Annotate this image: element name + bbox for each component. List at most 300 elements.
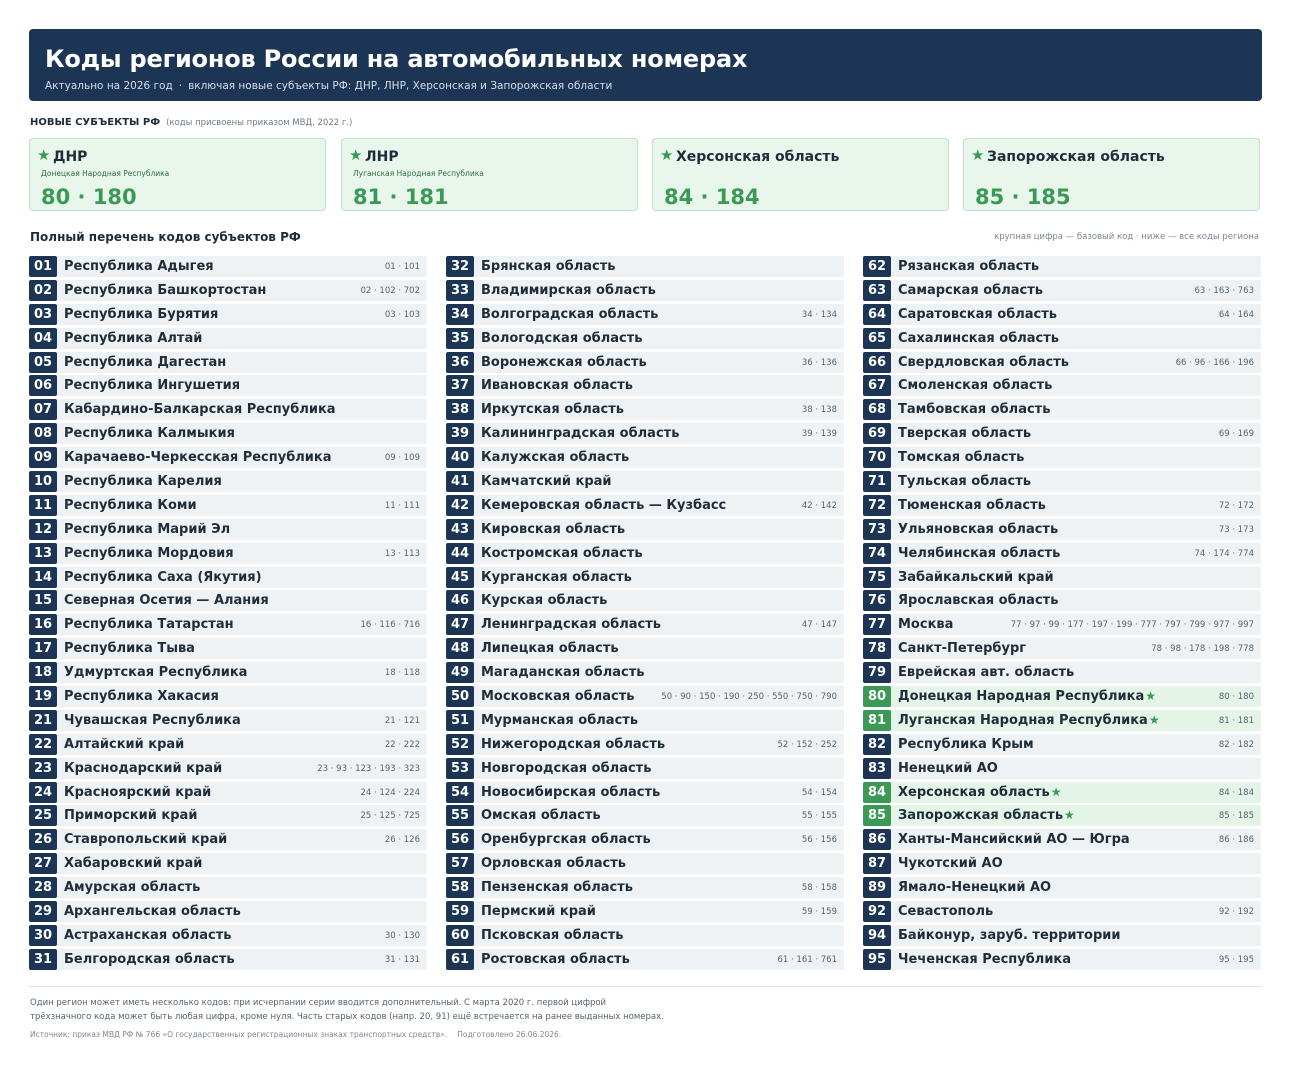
region-row: [863, 877, 1261, 898]
region-code-badge: 03: [29, 304, 57, 325]
region-row: [863, 543, 1261, 564]
region-column-2: [446, 256, 844, 973]
region-name-text: Республика Бурятия: [64, 306, 219, 322]
region-all-codes: 21 · 121: [384, 715, 420, 726]
region-code-badge: 09: [29, 447, 57, 468]
region-name: [898, 450, 1024, 465]
region-all-codes: 50 · 90 · 150 · 190 · 250 · 550 · 750 · 790: [661, 692, 837, 703]
region-name-text: Мурманская область: [481, 712, 639, 728]
region-code-badge: 41: [446, 471, 474, 492]
footer-divider: [29, 986, 1262, 987]
region-name: [898, 426, 1031, 441]
region-name-text: Калининградская область: [481, 426, 680, 442]
region-code-badge: 56: [446, 829, 474, 850]
list-hint: крупная цифра — базовый код · ниже — все коды региона: [994, 232, 1259, 242]
region-name: [481, 355, 647, 370]
region-name-text: Саратовская область: [898, 306, 1058, 322]
region-all-codes: 54 · 154: [801, 787, 837, 798]
region-name-text: Республика Ингушетия: [64, 378, 241, 394]
region-name: [898, 904, 993, 919]
region-code-badge: 07: [29, 399, 57, 420]
region-code-badge: 19: [29, 686, 57, 707]
region-code-badge: 08: [29, 423, 57, 444]
region-row: [863, 590, 1261, 611]
region-code-badge: 49: [446, 662, 474, 683]
page-header: [29, 29, 1262, 101]
region-name-text: Херсонская область: [898, 784, 1050, 800]
region-name-text: Республика Адыгея: [64, 259, 214, 274]
region-row: [29, 638, 427, 659]
region-name-text: Республика Татарстан: [64, 617, 234, 633]
prepared-date: Подготовлено 26.06.2026.: [457, 1030, 562, 1039]
region-row: [446, 304, 844, 325]
region-code-badge: 37: [446, 375, 474, 396]
region-row: [29, 734, 427, 755]
region-code-badge: 36: [446, 352, 474, 373]
region-name-text: Томская область: [898, 450, 1025, 466]
card-name: Херсонская область: [676, 149, 840, 165]
subtitle-separator: ·: [178, 80, 183, 92]
region-all-codes: 13 · 113: [384, 548, 420, 559]
region-name-text: Чеченская Республика: [898, 951, 1072, 967]
region-name: [898, 689, 1156, 704]
region-all-codes: 85 · 185: [1218, 811, 1254, 822]
region-all-codes: 30 · 130: [384, 930, 420, 941]
region-code-badge: 47: [446, 614, 474, 635]
region-name: [898, 665, 1074, 680]
region-code-badge: 77: [863, 614, 891, 635]
region-code-badge: 66: [863, 352, 891, 373]
card-codes: 80 · 180: [41, 185, 137, 209]
region-code-badge: 38: [446, 399, 474, 420]
region-all-codes: 42 · 142: [801, 500, 837, 511]
region-name-text: Новосибирская область: [481, 784, 661, 800]
region-name: [898, 355, 1069, 370]
region-code-badge: 65: [863, 328, 891, 349]
region-name: [64, 331, 202, 346]
region-name-text: Архангельская область: [64, 904, 241, 920]
region-all-codes: 26 · 126: [384, 835, 420, 846]
region-row: [446, 375, 844, 396]
region-row: [863, 901, 1261, 922]
region-name: [481, 832, 651, 847]
region-code-badge: 50: [446, 686, 474, 707]
region-name-text: Челябинская область: [898, 545, 1061, 561]
region-name: [898, 617, 953, 632]
region-name-text: Алтайский край: [64, 736, 185, 752]
region-name: [898, 952, 1071, 967]
region-name: [481, 522, 625, 537]
region-row: [29, 758, 427, 779]
region-name-text: Кабардино-Балкарская Республика: [64, 402, 336, 418]
region-name: [481, 402, 624, 417]
region-name: [481, 665, 644, 680]
region-name-text: Смоленская область: [898, 378, 1053, 394]
region-name: [64, 832, 227, 847]
region-name-text: Пермский край: [481, 904, 596, 920]
region-name-text: Курская область: [481, 593, 608, 609]
star-icon: ★: [349, 146, 363, 164]
region-row: [29, 519, 427, 540]
region-code-badge: 43: [446, 519, 474, 540]
region-name-text: Донецкая Народная Республика: [898, 689, 1145, 705]
star-icon: ★: [37, 146, 51, 164]
region-name-text: Свердловская область: [898, 354, 1070, 370]
region-code-badge: 72: [863, 495, 891, 516]
region-row: [29, 280, 427, 301]
region-name: [481, 331, 642, 346]
region-code-badge: 83: [863, 758, 891, 779]
region-row: [863, 925, 1261, 946]
region-row: [446, 686, 844, 707]
region-name-text: Республика Дагестан: [64, 354, 227, 370]
region-name-text: Пензенская область: [481, 880, 633, 896]
region-row: [29, 447, 427, 468]
region-row: [29, 829, 427, 850]
region-name-text: Республика Алтай: [64, 330, 203, 346]
region-code-badge: 34: [446, 304, 474, 325]
region-row: [29, 304, 427, 325]
region-name: [898, 737, 1034, 752]
region-row: [29, 375, 427, 396]
region-all-codes: 69 · 169: [1218, 429, 1254, 440]
region-code-badge: 31: [29, 949, 57, 970]
region-row: [863, 758, 1261, 779]
region-code-badge: 53: [446, 758, 474, 779]
region-name-text: Республика Мордовия: [64, 545, 234, 561]
region-row: [863, 399, 1261, 420]
region-code-badge: 59: [446, 901, 474, 922]
region-all-codes: 02 · 102 · 702: [360, 285, 420, 296]
region-code-badge: 94: [863, 925, 891, 946]
region-code-badge: 28: [29, 877, 57, 898]
region-all-codes: 74 · 174 · 774: [1194, 548, 1254, 559]
footer-note: Один регион может иметь несколько кодов: при исчерпании серии вводится дополнительный. С марта 2020 г. первой цифрой трёхзначного кода может быть любая цифра, кроме нуля. Часть старых кодов (напр. 20, 91) ещё встречается на ранее выданных номерах.: [30, 998, 664, 1022]
region-name: [64, 785, 211, 800]
region-row: [29, 471, 427, 492]
region-row: [29, 662, 427, 683]
region-code-badge: 05: [29, 352, 57, 373]
region-row: [446, 423, 844, 444]
region-row: [863, 447, 1261, 468]
region-name-text: Чукотский АО: [898, 856, 1003, 872]
region-row: [29, 925, 427, 946]
region-row: [863, 423, 1261, 444]
region-code-badge: 10: [29, 471, 57, 492]
region-row: [446, 877, 844, 898]
region-name: [64, 307, 218, 322]
region-row: [29, 352, 427, 373]
region-name-text: Тульская область: [898, 474, 1032, 490]
region-code-badge: 89: [863, 877, 891, 898]
region-name-text: Республика Башкортостан: [64, 282, 267, 298]
region-row: [863, 519, 1261, 540]
region-name-text: Самарская область: [898, 282, 1043, 298]
region-all-codes: 11 · 111: [384, 500, 420, 511]
region-all-codes: 81 · 181: [1218, 715, 1254, 726]
region-name: [481, 641, 619, 656]
region-name: [481, 617, 661, 632]
region-name: [898, 474, 1031, 489]
region-name-text: Оренбургская область: [481, 832, 651, 848]
region-row: [446, 328, 844, 349]
region-row: [29, 328, 427, 349]
region-name: [481, 785, 660, 800]
region-name: [898, 928, 1120, 943]
region-row: [863, 829, 1261, 850]
region-row: [446, 399, 844, 420]
region-name-text: Воронежская область: [481, 354, 647, 370]
region-row: [863, 256, 1261, 277]
region-name: [64, 880, 200, 895]
star-icon: ★: [660, 146, 674, 164]
region-name-text: Магаданская область: [481, 665, 645, 681]
region-name-text: Костромская область: [481, 545, 643, 561]
region-name-text: Рязанская область: [898, 259, 1040, 274]
region-name: [898, 259, 1039, 274]
region-row: [446, 567, 844, 588]
star-icon: ★: [1145, 689, 1157, 704]
region-code-badge: 63: [863, 280, 891, 301]
region-name: [481, 713, 638, 728]
region-name-text: Иркутская область: [481, 402, 624, 418]
region-name-text: Чувашская Республика: [64, 712, 241, 728]
region-row: [446, 495, 844, 516]
region-row: [863, 710, 1261, 731]
region-name-text: Ямало-Ненецкий АО: [898, 880, 1052, 896]
new-subject-card: [341, 138, 638, 211]
region-name-text: Республика Карелия: [64, 474, 222, 490]
region-name-text: Забайкальский край: [898, 569, 1054, 585]
region-code-badge: 32: [446, 256, 474, 277]
region-all-codes: 95 · 195: [1218, 954, 1254, 965]
region-code-badge: 27: [29, 853, 57, 874]
region-all-codes: 63 · 163 · 763: [1194, 285, 1254, 296]
region-code-badge: 12: [29, 519, 57, 540]
card-name: ДНР: [53, 149, 88, 165]
region-row: [446, 638, 844, 659]
region-code-badge: 14: [29, 567, 57, 588]
region-row: [446, 280, 844, 301]
region-name-text: Удмуртская Республика: [64, 665, 248, 681]
region-name: [898, 546, 1060, 561]
region-name: [898, 522, 1058, 537]
region-code-badge: 82: [863, 734, 891, 755]
region-name-text: Астраханская область: [64, 927, 232, 943]
region-name: [898, 402, 1050, 417]
list-title: Полный перечень кодов субъектов РФ: [30, 230, 301, 244]
region-name: [64, 593, 269, 608]
region-code-badge: 51: [446, 710, 474, 731]
region-all-codes: 47 · 147: [801, 620, 837, 631]
region-code-badge: 80: [863, 686, 891, 707]
region-all-codes: 25 · 125 · 725: [360, 811, 420, 822]
region-name-text: Краснодарский край: [64, 760, 223, 776]
region-name-text: Тамбовская область: [898, 402, 1051, 418]
region-name-text: Республика Марий Эл: [64, 521, 231, 537]
region-name-text: Орловская область: [481, 856, 626, 872]
region-code-badge: 70: [863, 447, 891, 468]
region-all-codes: 80 · 180: [1218, 692, 1254, 703]
region-row: [446, 925, 844, 946]
region-code-badge: 76: [863, 590, 891, 611]
region-name: [898, 713, 1160, 728]
region-name-text: Владимирская область: [481, 282, 656, 298]
region-code-badge: 13: [29, 543, 57, 564]
region-name-text: Белгородская область: [64, 951, 235, 967]
region-code-badge: 73: [863, 519, 891, 540]
region-name-text: Ульяновская область: [898, 521, 1059, 537]
region-name: [481, 570, 632, 585]
region-name-text: Ханты-Мансийский АО — Югра: [898, 832, 1130, 848]
region-all-codes: 64 · 164: [1218, 309, 1254, 320]
region-row: [863, 734, 1261, 755]
region-all-codes: 18 · 118: [384, 668, 420, 679]
region-name-text: Московская область: [481, 689, 635, 705]
region-code-badge: 01: [29, 256, 57, 277]
region-name: [64, 546, 234, 561]
region-name: [481, 426, 679, 441]
region-name: [481, 737, 665, 752]
region-name: [64, 689, 219, 704]
region-code-badge: 75: [863, 567, 891, 588]
region-code-badge: 30: [29, 925, 57, 946]
region-row: [29, 805, 427, 826]
region-name: [64, 450, 332, 465]
region-code-badge: 78: [863, 638, 891, 659]
region-code-badge: 46: [446, 590, 474, 611]
region-row: [446, 614, 844, 635]
region-row: [863, 686, 1261, 707]
region-name-text: Кемеровская область — Кузбасс: [481, 497, 727, 513]
region-all-codes: 59 · 159: [801, 907, 837, 918]
region-name: [481, 952, 630, 967]
subtitle-scope: включая новые субъекты РФ: ДНР, ЛНР, Херсонская и Запорожская области: [188, 80, 613, 92]
region-name-text: Ивановская область: [481, 378, 633, 394]
region-name-text: Запорожская область: [898, 808, 1064, 824]
region-row: [29, 877, 427, 898]
region-all-codes: 58 · 158: [801, 883, 837, 894]
region-name-text: Санкт-Петербург: [898, 641, 1027, 657]
region-row: [29, 949, 427, 970]
region-name-text: Луганская Народная Республика: [898, 712, 1148, 728]
card-full-name: Луганская Народная Республика: [353, 169, 484, 178]
region-name-text: Северная Осетия — Алания: [64, 593, 269, 609]
region-code-badge: 62: [863, 256, 891, 277]
region-code-badge: 64: [863, 304, 891, 325]
region-code-badge: 81: [863, 710, 891, 731]
region-code-badge: 54: [446, 782, 474, 803]
region-name: [64, 808, 197, 823]
region-code-badge: 23: [29, 758, 57, 779]
region-code-badge: 85: [863, 805, 891, 826]
region-row: [29, 686, 427, 707]
region-name: [898, 641, 1026, 656]
region-name-text: Волгоградская область: [481, 306, 659, 322]
region-row: [863, 805, 1261, 826]
region-row: [29, 782, 427, 803]
region-all-codes: 22 · 222: [384, 739, 420, 750]
region-name: [481, 808, 601, 823]
region-row: [446, 901, 844, 922]
region-all-codes: 61 · 161 · 761: [777, 954, 837, 965]
region-code-badge: 57: [446, 853, 474, 874]
region-name: [481, 904, 596, 919]
new-subjects-note: (коды присвоены приказом МВД, 2022 г.): [166, 118, 353, 128]
region-row: [863, 352, 1261, 373]
region-code-badge: 87: [863, 853, 891, 874]
region-name-text: Сахалинская область: [898, 330, 1060, 346]
region-name-text: Республика Хакасия: [64, 689, 219, 705]
region-all-codes: 77 · 97 · 99 · 177 · 197 · 199 · 777 · 797 · 799 · 977 · 997: [1010, 620, 1254, 631]
region-code-badge: 06: [29, 375, 57, 396]
region-row: [446, 471, 844, 492]
region-code-badge: 79: [863, 662, 891, 683]
region-name-text: Вологодская область: [481, 330, 643, 346]
region-name: [64, 617, 234, 632]
region-row: [446, 710, 844, 731]
region-code-badge: 86: [863, 829, 891, 850]
region-row: [446, 758, 844, 779]
region-name: [64, 355, 226, 370]
region-code-badge: 11: [29, 495, 57, 516]
region-name-text: Карачаево-Черкесская Республика: [64, 450, 332, 466]
region-name: [64, 402, 336, 417]
region-name-text: Омская область: [481, 808, 601, 824]
region-code-badge: 25: [29, 805, 57, 826]
region-name-text: Новгородская область: [481, 760, 652, 776]
region-row: [29, 590, 427, 611]
region-code-badge: 16: [29, 614, 57, 635]
region-name: [898, 331, 1059, 346]
card-name: ЛНР: [365, 149, 399, 165]
region-name: [481, 689, 635, 704]
region-row: [446, 447, 844, 468]
region-code-badge: 55: [446, 805, 474, 826]
source-text: Источник: приказ МВД РФ № 766 «О государственных регистрационных знаках транспортных средств».: [30, 1030, 448, 1039]
region-row: [29, 853, 427, 874]
region-name-text: Республика Крым: [898, 736, 1034, 752]
region-code-badge: 92: [863, 901, 891, 922]
region-row: [446, 805, 844, 826]
region-name: [481, 928, 624, 943]
region-name: [481, 378, 633, 393]
region-all-codes: 38 · 138: [801, 405, 837, 416]
region-name-text: Приморский край: [64, 808, 198, 824]
region-name: [64, 737, 184, 752]
region-all-codes: 82 · 182: [1218, 739, 1254, 750]
region-name-text: Республика Коми: [64, 497, 197, 513]
region-all-codes: 23 · 93 · 123 · 193 · 323: [317, 763, 420, 774]
region-name-text: Республика Саха (Якутия): [64, 569, 262, 585]
new-subjects-label: НОВЫЕ СУБЪЕКТЫ РФ: [30, 117, 161, 128]
region-name-text: Брянская область: [481, 259, 616, 274]
region-row: [863, 471, 1261, 492]
region-name: [64, 378, 240, 393]
card-name: Запорожская область: [987, 149, 1165, 165]
region-row: [863, 949, 1261, 970]
new-subject-card: [963, 138, 1260, 211]
region-code-badge: 84: [863, 782, 891, 803]
star-icon: ★: [1064, 808, 1075, 823]
region-all-codes: 92 · 192: [1218, 907, 1254, 918]
card-codes: 85 · 185: [975, 185, 1071, 209]
region-code-badge: 02: [29, 280, 57, 301]
region-name: [481, 498, 726, 513]
region-all-codes: 34 · 134: [801, 309, 837, 320]
region-name-text: Ненецкий АО: [898, 760, 998, 776]
page-title: Коды регионов России на автомобильных номерах: [45, 45, 748, 73]
